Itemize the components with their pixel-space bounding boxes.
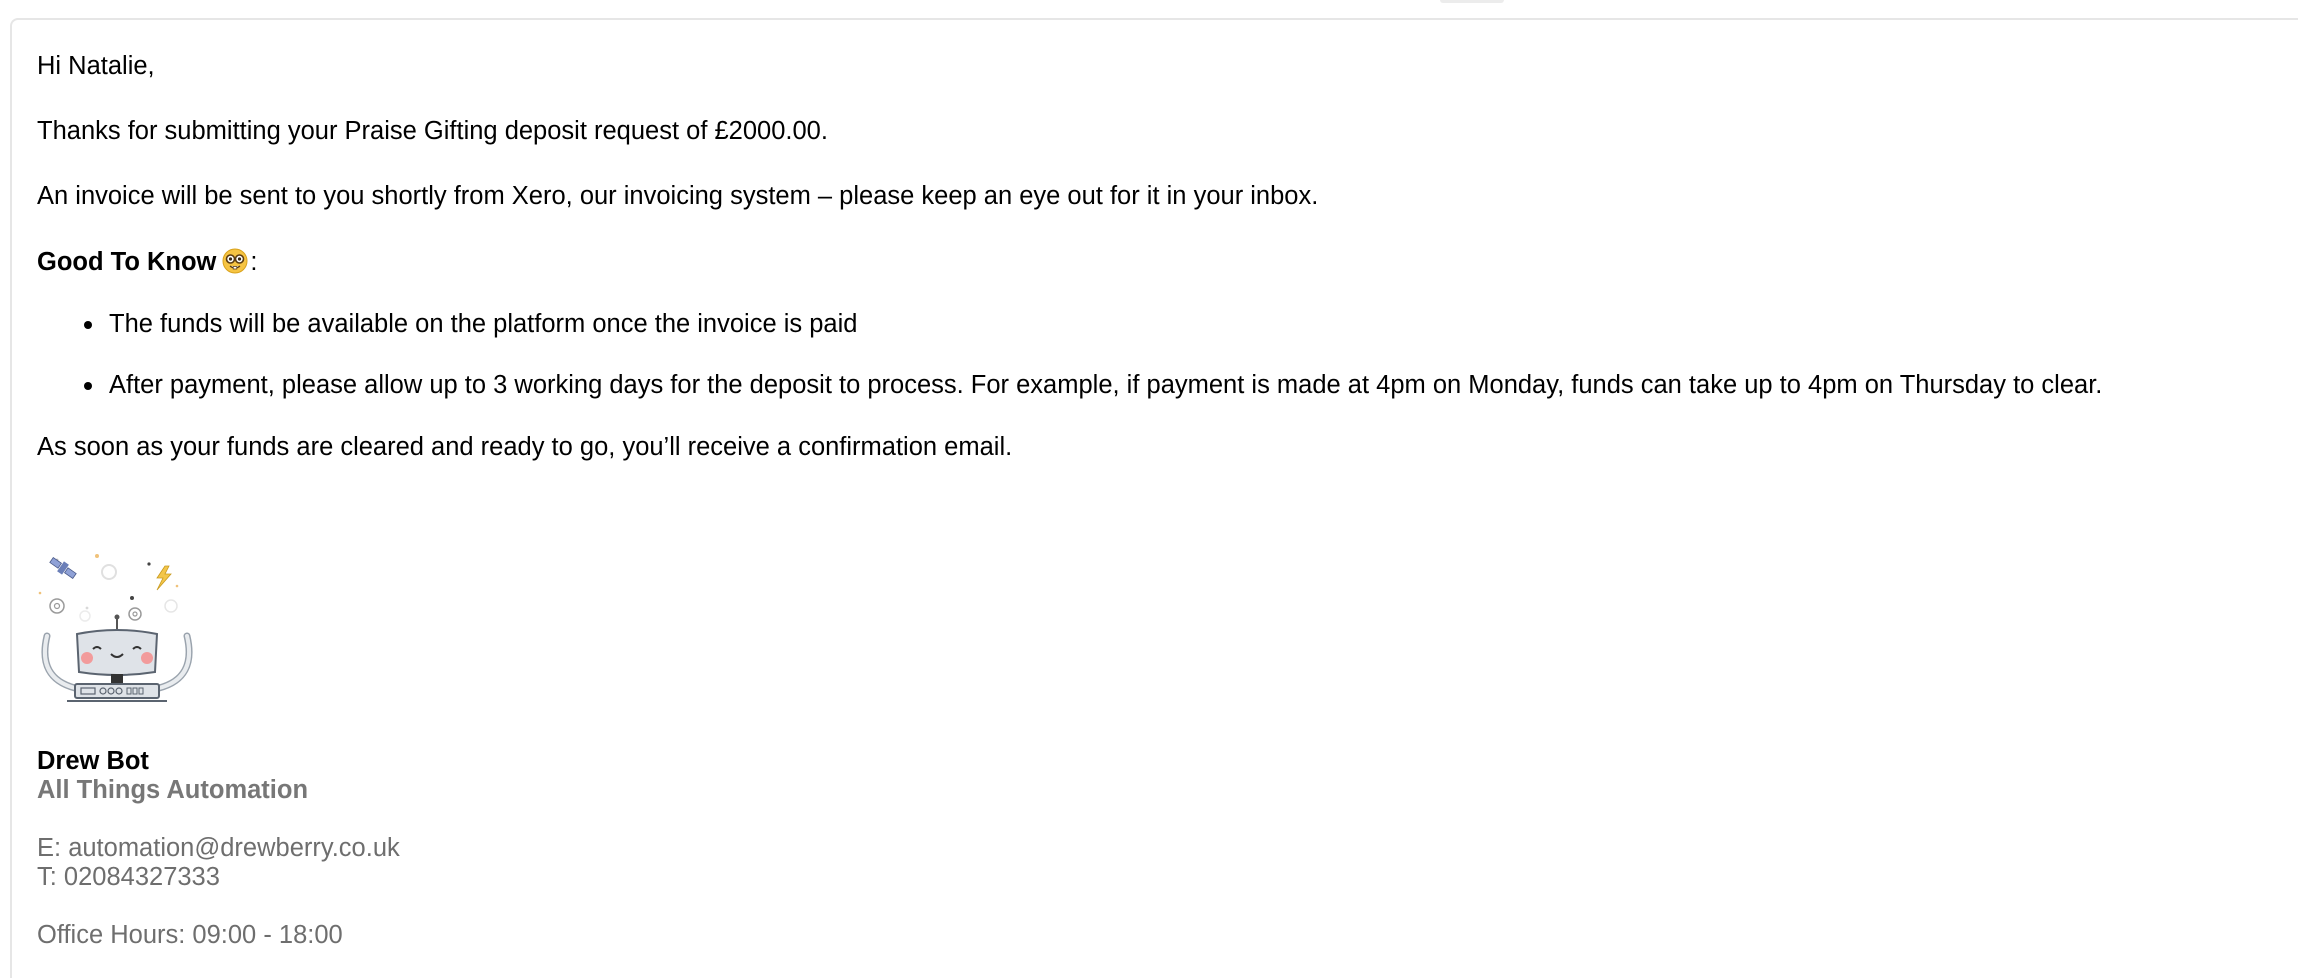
signature-email-prefix: E: [37,834,69,862]
list-item: After payment, please allow up to 3 working days for the deposit to process. For example, if payment is made at 4pm on Monday, funds can take up to 4pm on Thursday to clear. [109,371,2103,399]
signature-name: Drew Bot [37,747,149,775]
closing-paragraph: As soon as your funds are cleared and ready to go, you’ll receive a confirmation email. [37,433,1013,461]
bullet-marker [84,382,92,390]
email-message-frame [10,18,2298,978]
good-to-know-colon: : [250,248,258,276]
top-tab-indicator [1440,0,1504,3]
invoice-notice-paragraph: An invoice will be sent to you shortly from Xero, our invoicing system – please keep an eye out for it in your inbox. [37,182,1319,210]
signature-role: All Things Automation [37,776,309,804]
bullet-marker [84,321,92,329]
good-to-know-label: Good To Know [37,248,217,276]
good-to-know-heading [37,246,258,278]
signature-email-line [37,832,400,864]
greeting-text: Hi Natalie, [37,52,155,80]
signature-phone: T: 02084327333 [37,863,220,891]
signature-office-hours: Office Hours: 09:00 - 18:00 [37,921,343,949]
robot-mascot-icon [37,548,197,704]
list-item: The funds will be available on the platform once the invoice is paid [109,310,858,338]
signature-email-link[interactable]: automation@drewberry.co.uk [68,834,400,862]
nerd-face-emoji-icon [222,248,248,274]
thanks-paragraph: Thanks for submitting your Praise Gifting deposit request of £2000.00. [37,117,828,145]
